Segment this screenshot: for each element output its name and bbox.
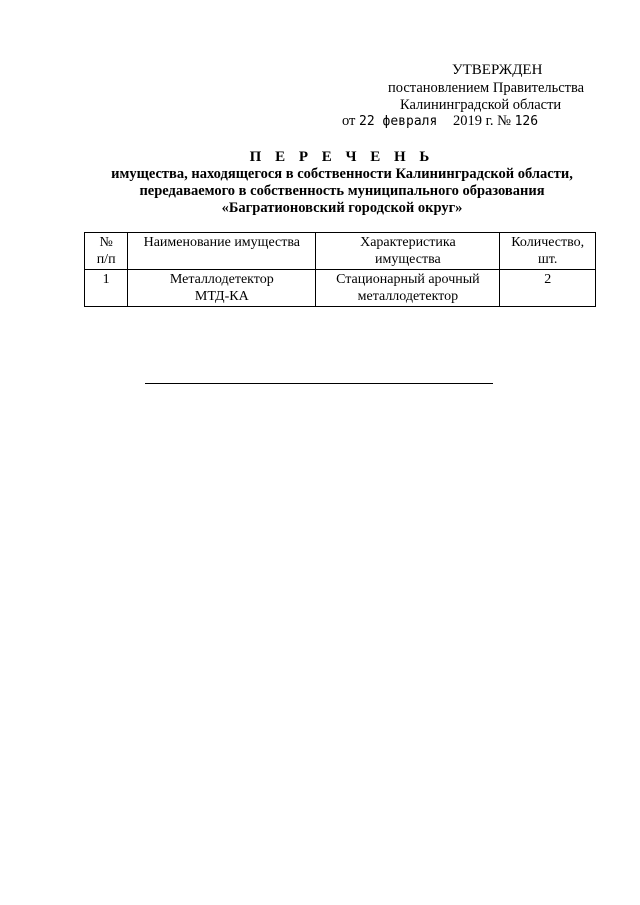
approval-by-resolution: постановлением Правительства [388, 80, 585, 96]
property-table [84, 232, 596, 307]
header-name-text: Наименование имущества [143, 235, 300, 250]
row-characteristic-line-2: металлодетектор [357, 289, 459, 304]
date-prefix: от [342, 113, 356, 129]
header-quantity-line-2: шт. [538, 252, 558, 267]
header-quantity-line-1: Количество, [511, 235, 585, 250]
approval-title: УТВЕРЖДЕН [452, 62, 543, 78]
row-name-line-2: МТД-КА [194, 289, 249, 304]
approval-date-line [342, 113, 538, 130]
date-value: 22 февраля [359, 114, 438, 129]
row-name-line-1: Металлодетектор [169, 272, 274, 287]
row-name [128, 270, 316, 307]
row-quantity: 2 [500, 270, 596, 307]
end-divider [145, 383, 493, 384]
resolution-number: 126 [514, 114, 539, 129]
heading-line-1: имущества, находящегося в собственности Калининградской области, [111, 166, 573, 182]
header-name [128, 233, 316, 270]
header-number-line-2: п/п [96, 252, 116, 267]
header-number [85, 233, 128, 270]
row-characteristic [316, 270, 500, 307]
table-row [85, 270, 596, 307]
heading-line-2: передаваемого в собственность муниципального образования [139, 183, 545, 199]
year-and-number-label: 2019 г. № [452, 113, 511, 129]
table-header-row [85, 233, 596, 270]
row-number: 1 [85, 270, 128, 307]
document-title: П Е Р Е Ч Е Н Ь [249, 149, 435, 165]
header-characteristic [316, 233, 500, 270]
approval-region: Калининградской области [400, 97, 562, 113]
header-quantity [500, 233, 596, 270]
header-characteristic-line-1: Характеристика [360, 235, 456, 250]
header-characteristic-line-2: имущества [375, 252, 441, 267]
header-number-line-1: № [99, 235, 113, 250]
row-characteristic-line-1: Стационарный арочный [336, 272, 480, 287]
document-heading [80, 148, 604, 217]
heading-line-3: «Багратионовский городской округ» [221, 200, 463, 216]
